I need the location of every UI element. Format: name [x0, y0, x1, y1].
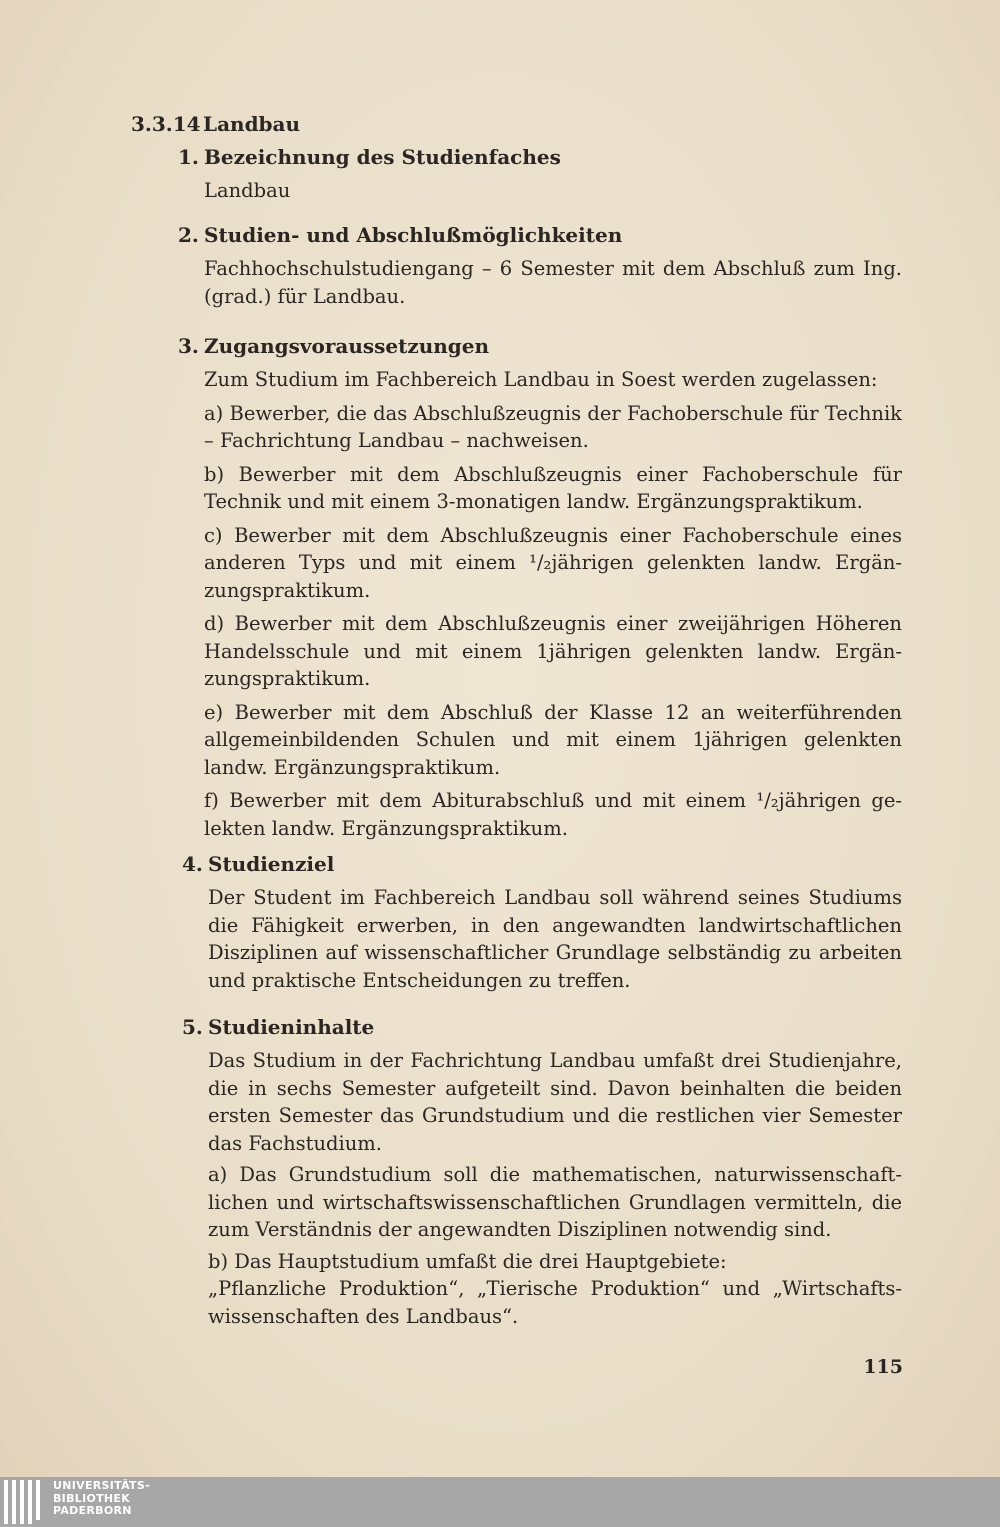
logo-line-3: PADERBORN — [53, 1504, 132, 1517]
main-heading-number: 3.3.14 — [131, 112, 201, 136]
section-3-intro: Zum Studium im Fachbereich Landbau in Soest werden zugelassen: — [204, 368, 878, 391]
main-heading — [131, 112, 300, 136]
section-5-title — [182, 1014, 902, 1041]
section-5-number: 5. — [182, 1015, 203, 1039]
main-heading-title: Landbau — [203, 112, 301, 136]
section-5-intro: Das Studium in der Fachrichtung Landbau umfaßt drei Studienjahre, die in sechs Semester aufgeteilt sind. Davon beinhalten die beiden ersten Semester das Grundstudium und die restlichen vier Semester das Fachstudium. — [208, 1049, 902, 1155]
library-logo-text — [53, 1480, 150, 1518]
logo-line-2: BIBLIOTHEK — [53, 1491, 131, 1505]
section-4-number: 4. — [182, 852, 203, 876]
section-5-item-a: a) Das Grundstudium soll die mathematischen, naturwissenschaftlichen und wirtschaftswissenschaftlichen Grundlagen vermitteln, die zum Verständnis der angewandten Disziplinen notwendig sind. — [208, 1163, 902, 1241]
section-5-item-b-continuation: „Pflanzliche Produktion“, „Tierische Produktion“ und „Wirtschaftswissenschaften des Landbaus“. — [208, 1277, 902, 1328]
library-footer — [0, 1477, 1000, 1527]
section-3-item-a: a) Bewerber, die das Abschlußzeugnis der Fachoberschule für Technik – Fachrichtung Landbau – nachweisen. — [204, 401, 902, 452]
section-5-title-text: Studieninhalte — [208, 1015, 375, 1039]
section-4-paragraph: Der Student im Fachbereich Landbau soll während seines Studiums die Fähigkeit erwerben, in den angewandten landwirtschaftlichen Disziplinen auf wissenschaftlicher Grundlage selbständig zu arbeiten und praktische Entscheidungen zu treffen. — [208, 886, 902, 992]
section-3-item-b: b) Bewerber mit dem Abschlußzeugnis einer Fachoberschule für Technik und mit einem 3-monatigen landw. Ergänzungspraktikum. — [204, 462, 902, 513]
section-3-item-c: c) Bewerber mit dem Abschlußzeugnis einer Fachoberschule eines anderen Typs und mit einem ¹/₂jährigen gelenkten landw. Ergänzungspraktikum. — [204, 523, 902, 602]
section-2-title-text: Studien- und Abschlußmöglichkeiten — [204, 223, 623, 247]
section-4-title-text: Studienziel — [208, 852, 335, 876]
page-number: 115 — [863, 1356, 903, 1378]
library-logo-icon — [0, 1480, 46, 1524]
section-3-number: 3. — [178, 334, 199, 358]
section-1-number: 1. — [178, 145, 199, 169]
section-3-item-e: e) Bewerber mit dem Abschluß der Klasse 12 an weiterführenden allgemeinbildenden Schulen und mit einem 1jährigen gelenkten landw. Ergänzungspraktikum. — [204, 700, 902, 779]
section-1 — [178, 144, 902, 209]
section-3-item-f: f) Bewerber mit dem Abiturabschluß und mit einem ¹/₂jährigen gelekten landw. Ergänzungspraktikum. — [204, 789, 902, 840]
section-2-title — [178, 222, 902, 249]
section-4-title — [182, 851, 902, 878]
section-1-paragraph: Landbau — [204, 179, 291, 202]
section-1-title-text: Bezeichnung des Studienfaches — [204, 145, 561, 169]
section-3 — [178, 333, 902, 848]
section-2-paragraph: Fachhochschulstudiengang – 6 Semester mit dem Abschluß zum Ing. (grad.) für Landbau. — [204, 257, 902, 308]
section-1-title — [178, 144, 902, 171]
section-4 — [182, 851, 902, 998]
section-2 — [178, 222, 902, 314]
section-3-title-text: Zugangsvoraussetzungen — [204, 334, 490, 358]
section-3-item-d: d) Bewerber mit dem Abschlußzeugnis einer zweijährigen Höheren Handelsschule und mit einem 1jährigen gelenkten landw. Ergänzungspraktikum. — [204, 612, 902, 690]
section-5-item-b: b) Das Hauptstudium umfaßt die drei Hauptgebiete: — [208, 1249, 727, 1273]
section-5 — [182, 1014, 902, 1334]
section-2-number: 2. — [178, 223, 199, 247]
section-3-title — [178, 333, 902, 360]
logo-line-1: UNIVERSITÄTS- — [53, 1479, 150, 1492]
